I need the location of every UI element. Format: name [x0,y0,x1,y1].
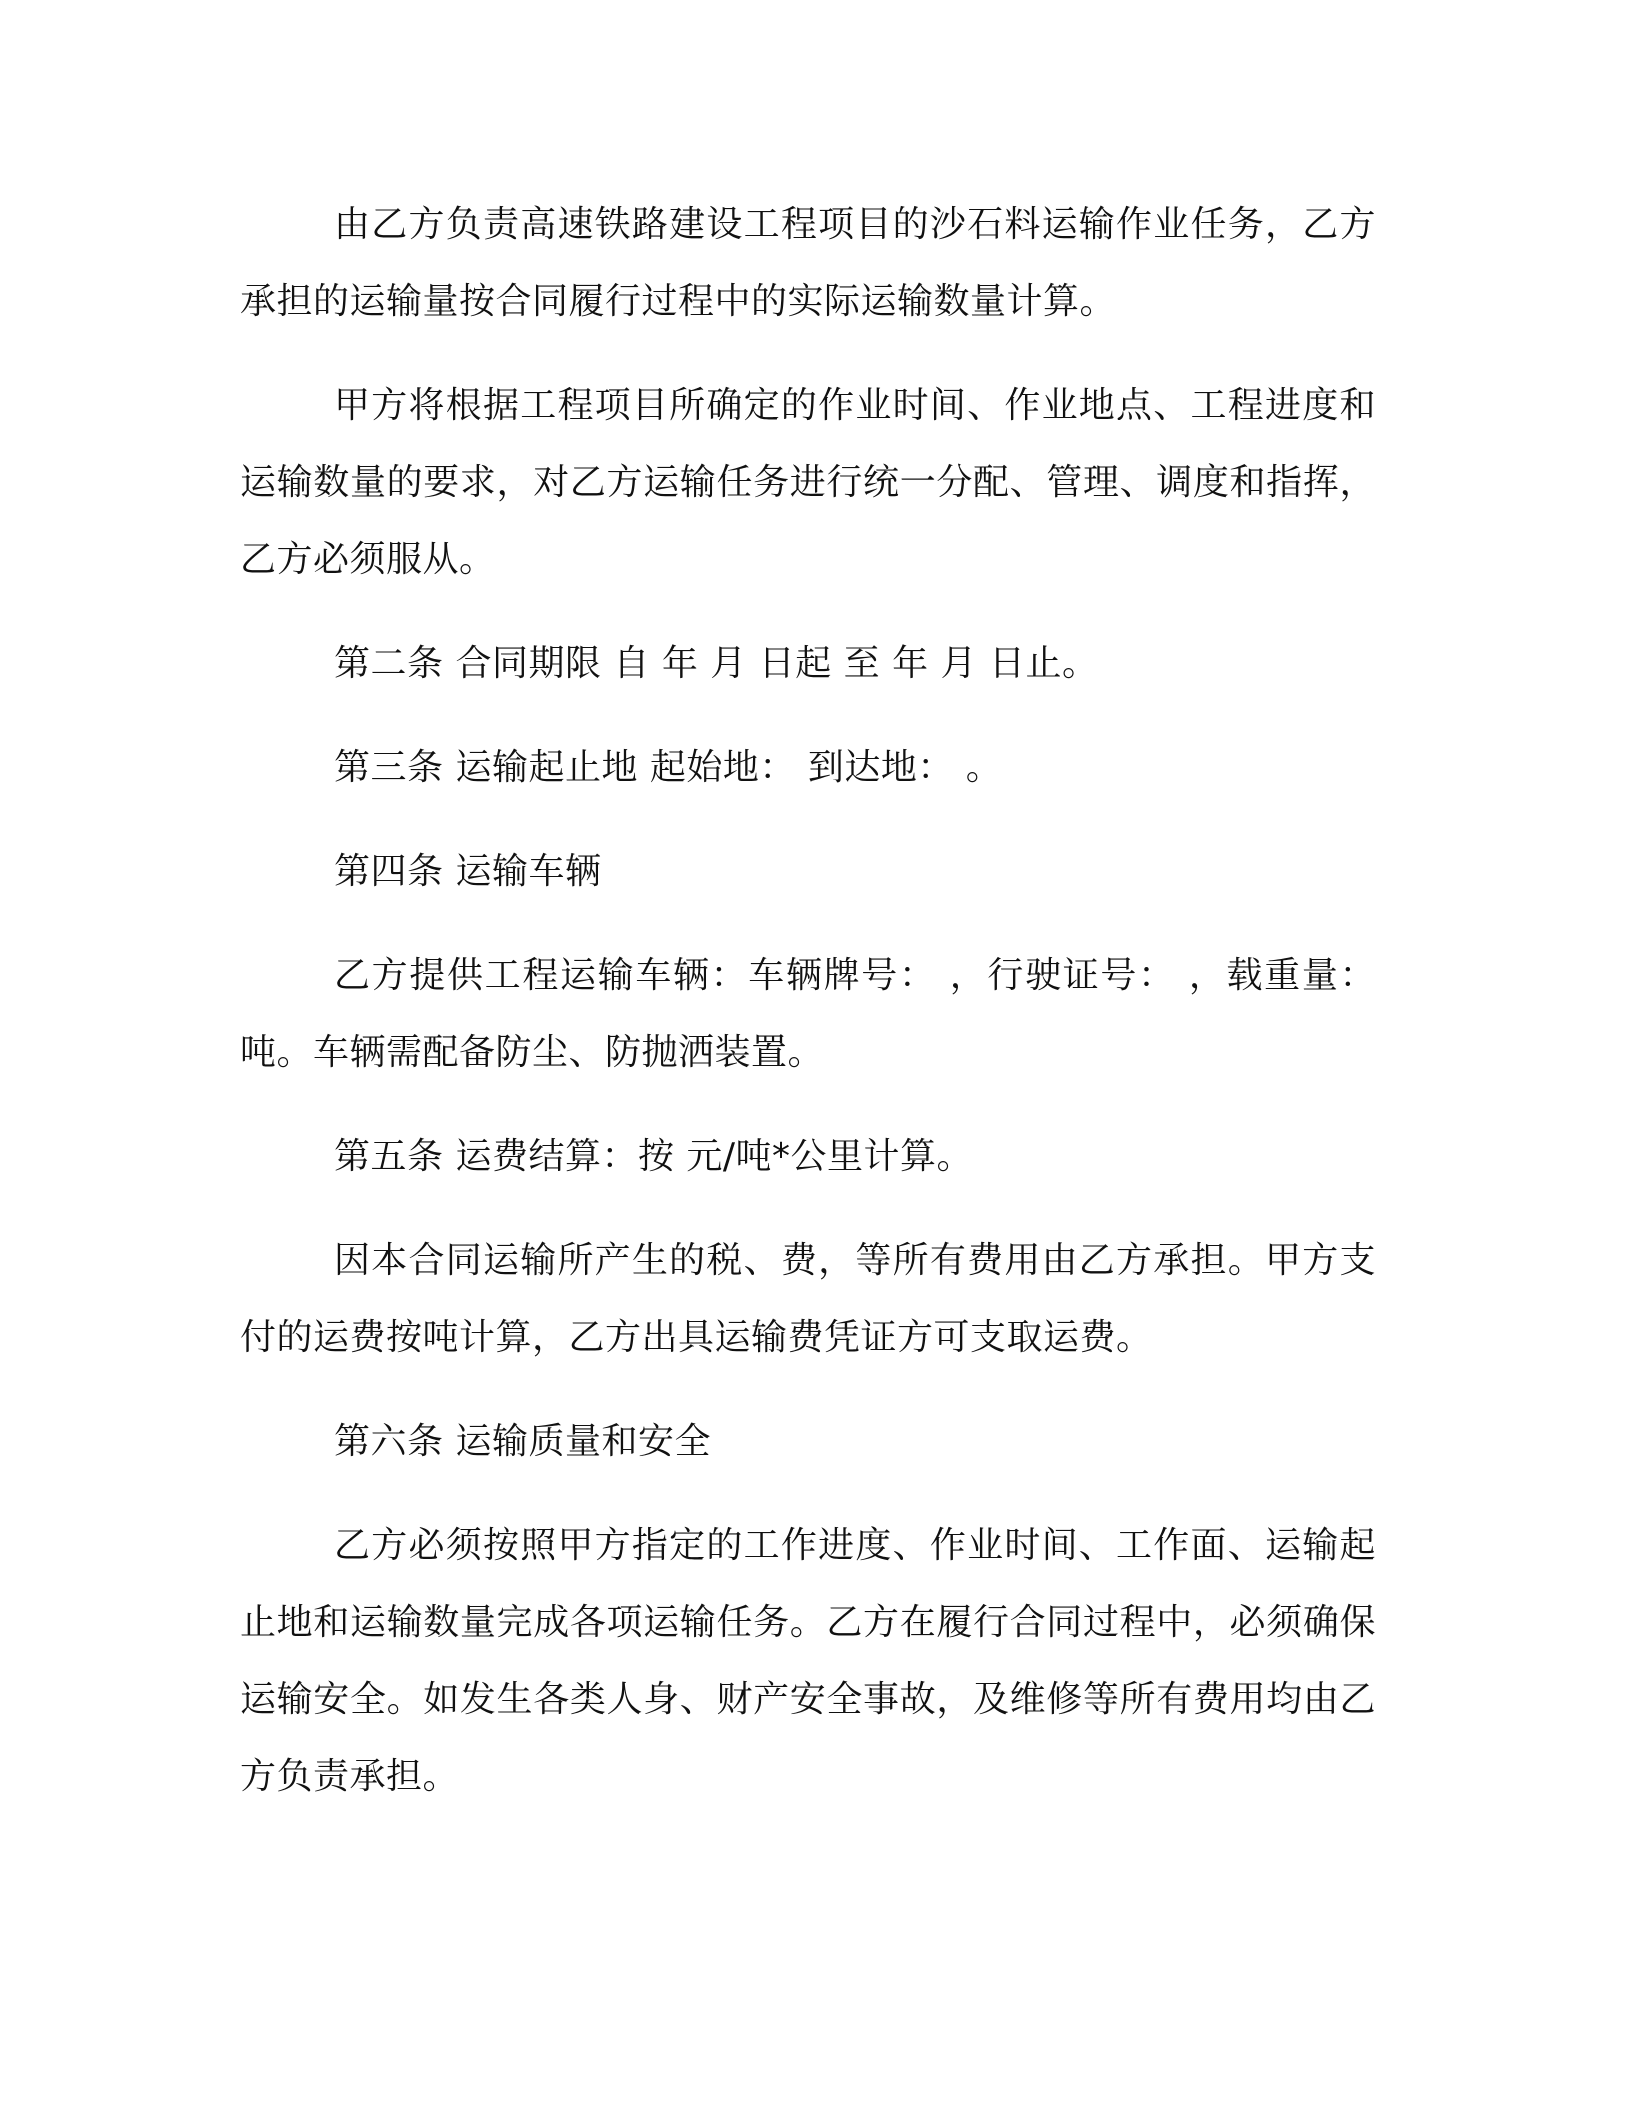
article-2-contract-term: 第二条 合同期限 自 年 月 日起 至 年 月 日止。 [334,643,1099,684]
paragraph-dispatch: 甲方将根据工程项目所确定的作业时间、作业地点、工程进度和运输数量的要求，对乙方运输任务进行统一分配、管理、调度和指挥，乙方必须服从。 [240,385,1376,580]
article-5-freight-settlement: 第五条 运费结算：按 元/吨*公里计算。 [334,1136,974,1177]
article-4-title: 第四条 运输车辆 [334,851,602,892]
paragraph-task-scope: 由乙方负责高速铁路建设工程项目的沙石料运输作业任务，乙方承担的运输量按合同履行过程中的实际运输数量计算。 [240,204,1376,322]
paragraph-quality-safety: 乙方必须按照甲方指定的工作进度、作业时间、工作面、运输起止地和运输数量完成各项运输任务。乙方在履行合同过程中，必须确保运输安全。如发生各类人身、财产安全事故，及维修等所有费用均由乙方负责承担。 [240,1525,1376,1797]
article-6-title: 第六条 运输质量和安全 [334,1421,711,1462]
paragraph-vehicle-info: 乙方提供工程运输车辆：车辆牌号： ，行驶证号： ，载重量： 吨。车辆需配备防尘、防抛洒装置。 [240,955,1376,1073]
document-body [240,186,1376,1842]
paragraph-taxes-fees: 因本合同运输所产生的税、费，等所有费用由乙方承担。甲方支付的运费按吨计算，乙方出具运输费凭证方可支取运费。 [240,1240,1376,1358]
article-3-origin-destination: 第三条 运输起止地 起始地： 到达地： 。 [334,747,1003,788]
